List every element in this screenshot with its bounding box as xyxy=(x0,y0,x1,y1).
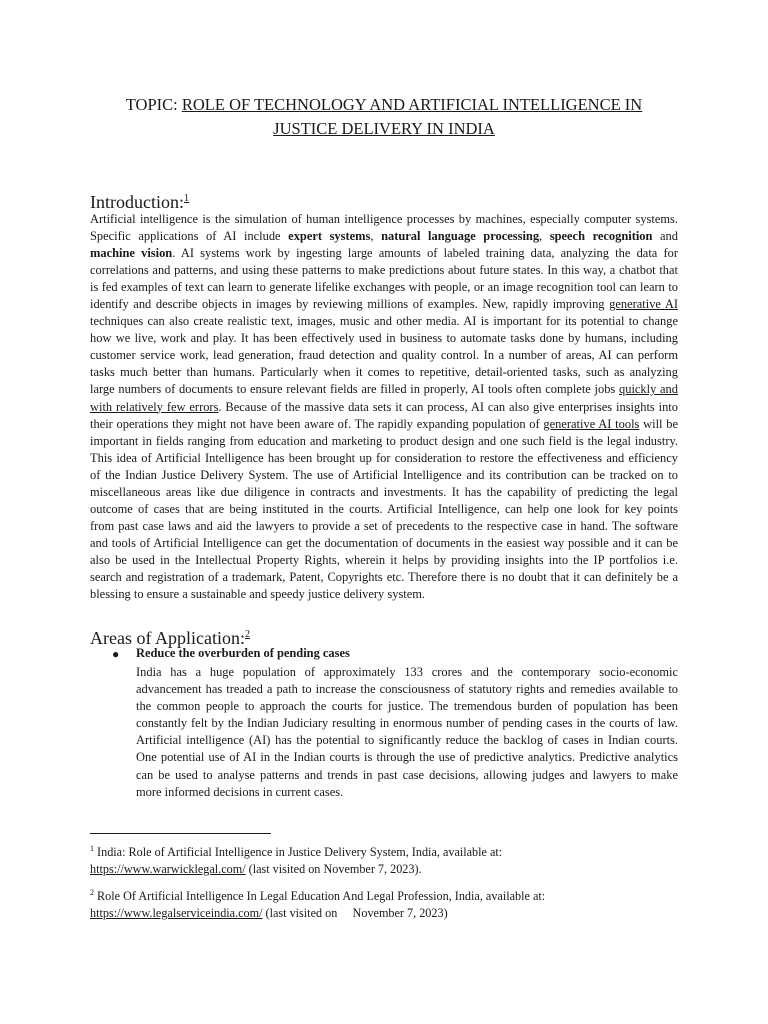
inline-link[interactable]: with relatively few errors xyxy=(90,399,219,414)
text-run: their operations they might not have been aware of. The rapidly expanding population of xyxy=(90,416,544,431)
title-line-2: JUSTICE DELIVERY IN INDIA xyxy=(273,119,495,138)
text-run: also be used in the Intellectual Property Rights, wherein it helps by providing insights into the IP portfolios i.e. xyxy=(90,552,678,567)
intro-line xyxy=(90,330,678,347)
footnote-2-tail: (last visited on November 7, 2023) xyxy=(262,906,448,920)
areas-paragraph xyxy=(136,664,678,801)
text-run: , xyxy=(370,229,382,244)
footnote-2-text: Role Of Artificial Intelligence In Legal Education And Legal Profession, India, available at: xyxy=(97,889,546,903)
footnote-2-link[interactable]: https://www.legalserviceindia.com/ xyxy=(90,906,263,920)
footnote-ref-1[interactable]: 1 xyxy=(183,193,189,204)
text-run: This idea of Artificial Intelligence has been brought up for consideration to restore the effectiveness and efficiency xyxy=(90,450,678,465)
bullet-heading: Reduce the overburden of pending cases xyxy=(136,646,350,660)
footnote-1-tail: (last visited on November 7, 2023). xyxy=(245,862,422,876)
areas-line: advancement has treaded a path to increase the consciousness of statutory rights and remedies available to xyxy=(136,682,678,697)
bullet-icon: ● xyxy=(112,647,120,661)
intro-line xyxy=(90,211,678,228)
intro-line xyxy=(90,416,678,433)
intro-line xyxy=(90,569,678,586)
inline-link[interactable]: generative AI tools xyxy=(543,416,640,431)
bold-term: expert systems xyxy=(288,229,371,244)
intro-line xyxy=(90,501,678,518)
text-run: outcome of cases that are being instituted in the courts. Artificial Intelligence, can help one look for key points xyxy=(90,501,678,516)
intro-line xyxy=(90,450,678,467)
text-run: is fed examples of text can learn to generate lifelike exchanges with people, or an image recognition tool can learn to xyxy=(90,280,678,295)
text-run: tasks much better than humans. Particularly when it comes to repetitive, detail-oriented tasks, such as analyzing xyxy=(90,365,678,380)
bold-term: speech recognition xyxy=(549,229,653,244)
footnote-divider xyxy=(90,833,271,834)
text-run: of the Indian Justice Delivery System. The use of Artificial Intelligence and its contribution can be tracked on to xyxy=(90,467,678,482)
text-run: techniques can also create realistic text, images, music and other media. AI is important for its potential to change xyxy=(90,314,678,329)
text-run: Artificial intelligence is the simulation of human intelligence processes by machines, especially computer systems. xyxy=(90,212,678,226)
intro-line xyxy=(90,245,678,262)
page-title xyxy=(90,93,678,141)
text-run: important in fields ranging from education and marketing to product design and one such field is the legal industry. xyxy=(90,433,678,448)
footnote-2-number: 2 xyxy=(90,888,94,897)
bold-term: natural language processing xyxy=(381,229,540,244)
intro-line xyxy=(90,381,678,398)
footnote-1-number: 1 xyxy=(90,844,94,853)
areas-line: the common people to approach the courts for justice. The tremendous burden of population has been xyxy=(136,699,678,714)
title-line-1: ROLE OF TECHNOLOGY AND ARTIFICIAL INTELLIGENCE IN xyxy=(181,95,643,114)
introduction-heading-text: Introduction: xyxy=(90,192,184,212)
title-prefix: TOPIC: xyxy=(125,95,182,114)
text-run: correlations and patterns, and using these patterns to make predictions about future states. In this way, a chatbot that xyxy=(90,263,678,278)
intro-line xyxy=(90,313,678,330)
areas-line: India has a huge population of approximately 133 crores and the contemporary socio-economic xyxy=(136,665,678,679)
bold-term: machine vision xyxy=(90,246,173,261)
text-run: miscellaneous areas like due diligence in contracts and investments. It has the capability of predicting the legal xyxy=(90,484,678,499)
text-run: will be xyxy=(639,416,678,431)
intro-line xyxy=(90,228,678,245)
areas-line: One potential use of AI in the Indian courts is through the use of predictive analytics. Predictive analytics xyxy=(136,750,678,765)
intro-line xyxy=(90,399,678,416)
inline-link[interactable]: generative AI xyxy=(609,297,678,312)
text-run: . Because of the massive data sets it can process, AI can also give enterprises insights into xyxy=(218,399,678,414)
text-run: Specific applications of AI include xyxy=(90,229,289,244)
intro-line xyxy=(90,364,678,381)
footnote-1-text: India: Role of Artificial Intelligence in Justice Delivery System, India, available at: xyxy=(97,845,503,859)
text-run: customer service work, lead generation, fraud detection and quality control. In a number of areas, AI can perform xyxy=(90,348,678,363)
intro-line xyxy=(90,262,678,279)
footnote-1-link[interactable]: https://www.warwicklegal.com/ xyxy=(90,862,246,876)
areas-line: more informed decisions in current cases. xyxy=(136,784,344,799)
intro-line xyxy=(90,484,678,501)
introduction-paragraph xyxy=(90,211,678,603)
areas-heading-text: Areas of Application: xyxy=(90,628,245,648)
intro-line xyxy=(90,347,678,364)
intro-line xyxy=(90,467,678,484)
text-run: blessing to ensure a sustainable and speedy justice delivery system. xyxy=(90,587,426,602)
footnote-ref-2[interactable]: 2 xyxy=(244,629,250,640)
text-run: and tools of Artificial Intelligence can get the documentation of documents in the easiest way possible and it can be xyxy=(90,535,678,550)
text-run: search and registration of a trademark, Patent, Copyrights etc. Therefore there is no doubt that it can definitely be a xyxy=(90,569,678,584)
intro-line xyxy=(90,296,678,313)
footnote-1 xyxy=(90,840,690,878)
text-run: how we live, work and play. It has been effectively used in business to automate tasks done by humans, including xyxy=(90,331,678,346)
areas-line: can be used to analyse patterns and trends in past case decisions, allowing judges and lawyers to make xyxy=(136,767,678,782)
intro-line xyxy=(90,433,678,450)
intro-line xyxy=(90,586,678,603)
text-run: , xyxy=(539,229,550,244)
intro-line xyxy=(90,552,678,569)
introduction-heading xyxy=(90,188,189,213)
inline-link[interactable]: quickly and xyxy=(619,382,678,397)
intro-line xyxy=(90,535,678,552)
text-run: identify and describe objects in images by reviewing millions of examples. New, rapidly improving xyxy=(90,297,610,312)
areas-line: Artificial intelligence (AI) has the potential to significantly reduce the backlog of cases in Indian courts. xyxy=(136,733,678,748)
intro-line xyxy=(90,279,678,296)
text-run: large numbers of documents to ensure relevant fields are filled in properly, AI tools often complete jobs xyxy=(90,382,619,397)
intro-line xyxy=(90,518,678,535)
text-run: and xyxy=(652,229,678,244)
text-run: from past case laws and aid the lawyers to provide a set of precedents to the respective case in hand. The software xyxy=(90,518,678,533)
footnote-2 xyxy=(90,884,690,922)
areas-line: constantly felt by the Indian Judiciary resulting in enormous number of pending cases in the courts of law. xyxy=(136,716,678,731)
text-run: . AI systems work by ingesting large amounts of labeled training data, analyzing the data for xyxy=(172,246,678,261)
